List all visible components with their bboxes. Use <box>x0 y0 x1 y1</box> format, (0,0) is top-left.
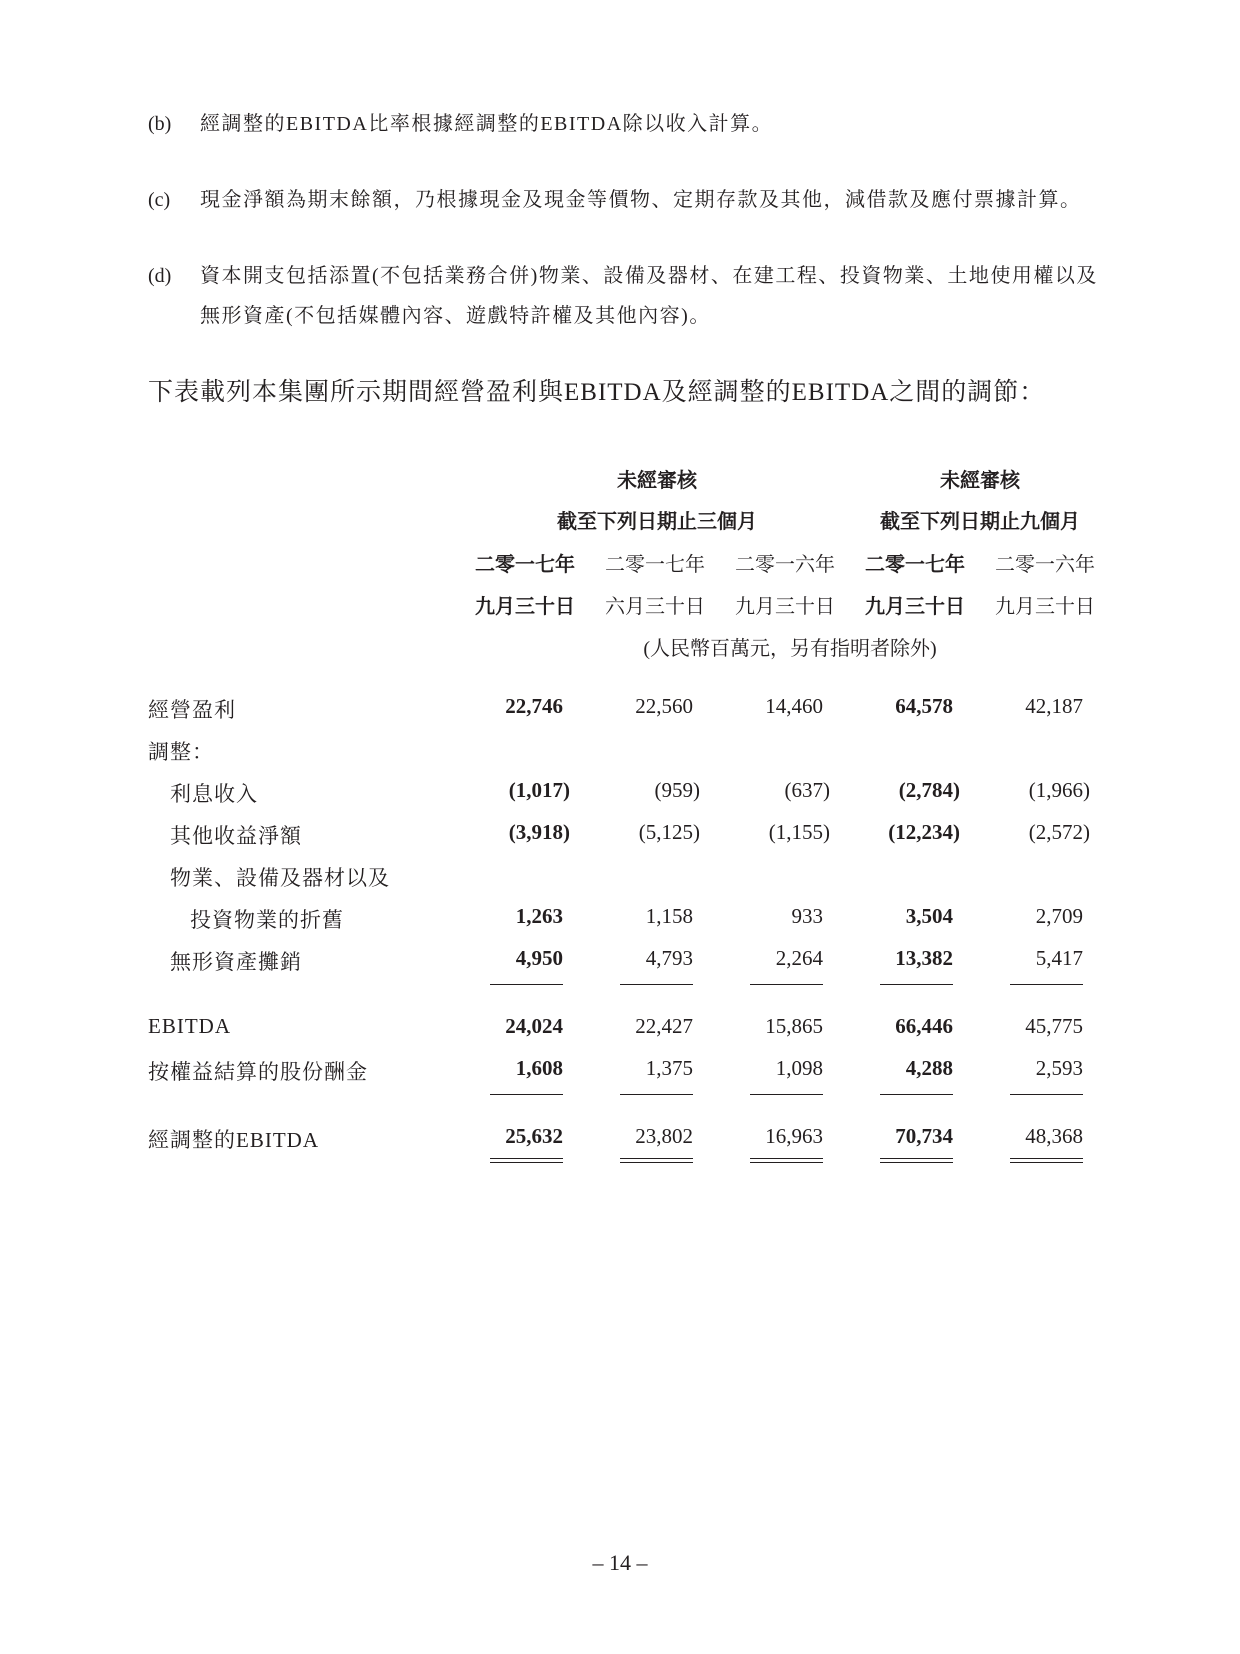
row-label-interest-income: 利息收入 <box>170 782 258 806</box>
total-double-rule-c5 <box>1010 1158 1083 1163</box>
total-double-rule-c4 <box>880 1158 953 1163</box>
group1-period-header: 截至下列日期止三個月 <box>557 509 757 533</box>
group2-audit-header: 未經審核 <box>940 468 1020 492</box>
total-double-rule-c2 <box>620 1158 693 1163</box>
col4-year: 二零一七年 <box>865 552 965 576</box>
cell-sbc-c2: 1,375 <box>645 1056 693 1080</box>
col5-date: 九月三十日 <box>995 596 1095 618</box>
cell-interest-c5: (1,966) <box>1028 778 1090 802</box>
cell-adj-ebitda-c5: 48,368 <box>1025 1124 1083 1148</box>
cell-adj-ebitda-c1: 25,632 <box>505 1124 563 1148</box>
subtotal-rule-c3 <box>750 984 823 985</box>
subtotal-rule-c1 <box>490 1094 563 1095</box>
note-c <box>148 180 1108 220</box>
subtotal-rule-c2 <box>620 1094 693 1095</box>
group2-period-header: 截至下列日期止九個月 <box>880 509 1080 533</box>
row-label-amortisation: 無形資產攤銷 <box>170 950 302 974</box>
row-label-operating-profit: 經營盈利 <box>148 698 236 722</box>
subtotal-rule-c3 <box>750 1094 823 1095</box>
col3-date: 九月三十日 <box>735 596 835 618</box>
col5-year: 二零一六年 <box>995 554 1095 576</box>
cell-sbc-c3: 1,098 <box>775 1056 823 1080</box>
unit-note: (人民幣百萬元，另有指明者除外) <box>643 638 937 660</box>
cell-interest-c1: (1,017) <box>508 778 570 802</box>
cell-other-gains-c4: (12,234) <box>888 820 960 844</box>
cell-amortisation-c1: 4,950 <box>515 946 563 970</box>
cell-ebitda-c5: 45,775 <box>1025 1014 1083 1038</box>
row-label-ebitda: EBITDA <box>148 1014 231 1038</box>
note-b <box>148 104 1108 144</box>
cell-depreciation-c4: 3,504 <box>905 904 953 928</box>
col4-date: 九月三十日 <box>865 594 965 618</box>
subtotal-rule-c2 <box>620 984 693 985</box>
subtotal-rule-c5 <box>1010 984 1083 985</box>
cell-ebitda-c3: 15,865 <box>765 1014 823 1038</box>
cell-ebitda-c1: 24,024 <box>505 1014 563 1038</box>
cell-interest-c2: (959) <box>654 778 700 802</box>
col1-year: 二零一七年 <box>475 552 575 576</box>
row-label-depreciation-line1: 物業、設備及器材以及 <box>170 866 390 890</box>
col2-date: 六月三十日 <box>605 596 705 618</box>
subtotal-rule-c1 <box>490 984 563 985</box>
row-label-adjustments: 調整： <box>148 740 214 764</box>
cell-amortisation-c2: 4,793 <box>645 946 693 970</box>
col3-year: 二零一六年 <box>735 554 835 576</box>
cell-sbc-c1: 1,608 <box>515 1056 563 1080</box>
group1-audit-header: 未經審核 <box>617 468 697 492</box>
cell-interest-c3: (637) <box>784 778 830 802</box>
cell-ebitda-c2: 22,427 <box>635 1014 693 1038</box>
row-label-depreciation-line2: 投資物業的折舊 <box>190 908 344 932</box>
col2-year: 二零一七年 <box>605 554 705 576</box>
note-text: 現金淨額為期末餘額，乃根據現金及現金等價物、定期存款及其他，減借款及應付票據計算。 <box>200 189 1082 211</box>
cell-other-gains-c2: (5,125) <box>638 820 700 844</box>
cell-ebitda-c4: 66,446 <box>895 1014 953 1038</box>
subtotal-rule-c4 <box>880 984 953 985</box>
col1-date: 九月三十日 <box>475 594 575 618</box>
cell-amortisation-c3: 2,264 <box>775 946 823 970</box>
page-number: – 14 – <box>592 1550 648 1575</box>
note-label: (b) <box>148 113 172 135</box>
row-label-share-based-comp: 按權益結算的股份酬金 <box>148 1060 368 1084</box>
cell-op-profit-c4: 64,578 <box>895 694 953 718</box>
intro-paragraph: 下表載列本集團所示期間經營盈利與EBITDA及經調整的EBITDA之間的調節： <box>148 379 1046 406</box>
cell-op-profit-c5: 42,187 <box>1025 694 1083 718</box>
cell-interest-c4: (2,784) <box>898 778 960 802</box>
subtotal-rule-c5 <box>1010 1094 1083 1095</box>
cell-depreciation-c1: 1,263 <box>515 904 563 928</box>
cell-amortisation-c5: 5,417 <box>1035 946 1083 970</box>
cell-adj-ebitda-c2: 23,802 <box>635 1124 693 1148</box>
note-label: (d) <box>148 265 172 287</box>
cell-op-profit-c1: 22,746 <box>505 694 563 718</box>
cell-sbc-c4: 4,288 <box>905 1056 953 1080</box>
cell-adj-ebitda-c3: 16,963 <box>765 1124 823 1148</box>
cell-amortisation-c4: 13,382 <box>895 946 953 970</box>
total-double-rule-c3 <box>750 1158 823 1163</box>
total-double-rule-c1 <box>490 1158 563 1163</box>
cell-sbc-c5: 2,593 <box>1035 1056 1083 1080</box>
note-d <box>148 256 1108 336</box>
subtotal-rule-c4 <box>880 1094 953 1095</box>
cell-depreciation-c3: 933 <box>791 904 823 928</box>
cell-depreciation-c5: 2,709 <box>1035 904 1083 928</box>
cell-adj-ebitda-c4: 70,734 <box>895 1124 953 1148</box>
cell-op-profit-c3: 14,460 <box>765 694 823 718</box>
note-text: 經調整的EBITDA比率根據經調整的EBITDA除以收入計算。 <box>200 113 774 135</box>
row-label-other-gains: 其他收益淨額 <box>170 824 302 848</box>
note-label: (c) <box>148 189 171 211</box>
cell-other-gains-c5: (2,572) <box>1028 820 1090 844</box>
row-label-adjusted-ebitda: 經調整的EBITDA <box>148 1128 319 1152</box>
cell-other-gains-c3: (1,155) <box>768 820 830 844</box>
cell-other-gains-c1: (3,918) <box>508 820 570 844</box>
cell-depreciation-c2: 1,158 <box>645 904 693 928</box>
note-text: 資本開支包括添置(不包括業務合併)物業、設備及器材、在建工程、投資物業、土地使用權以及無形資產(不包括媒體內容、遊戲特許權及其他內容)。 <box>200 265 1098 327</box>
cell-op-profit-c2: 22,560 <box>635 694 693 718</box>
